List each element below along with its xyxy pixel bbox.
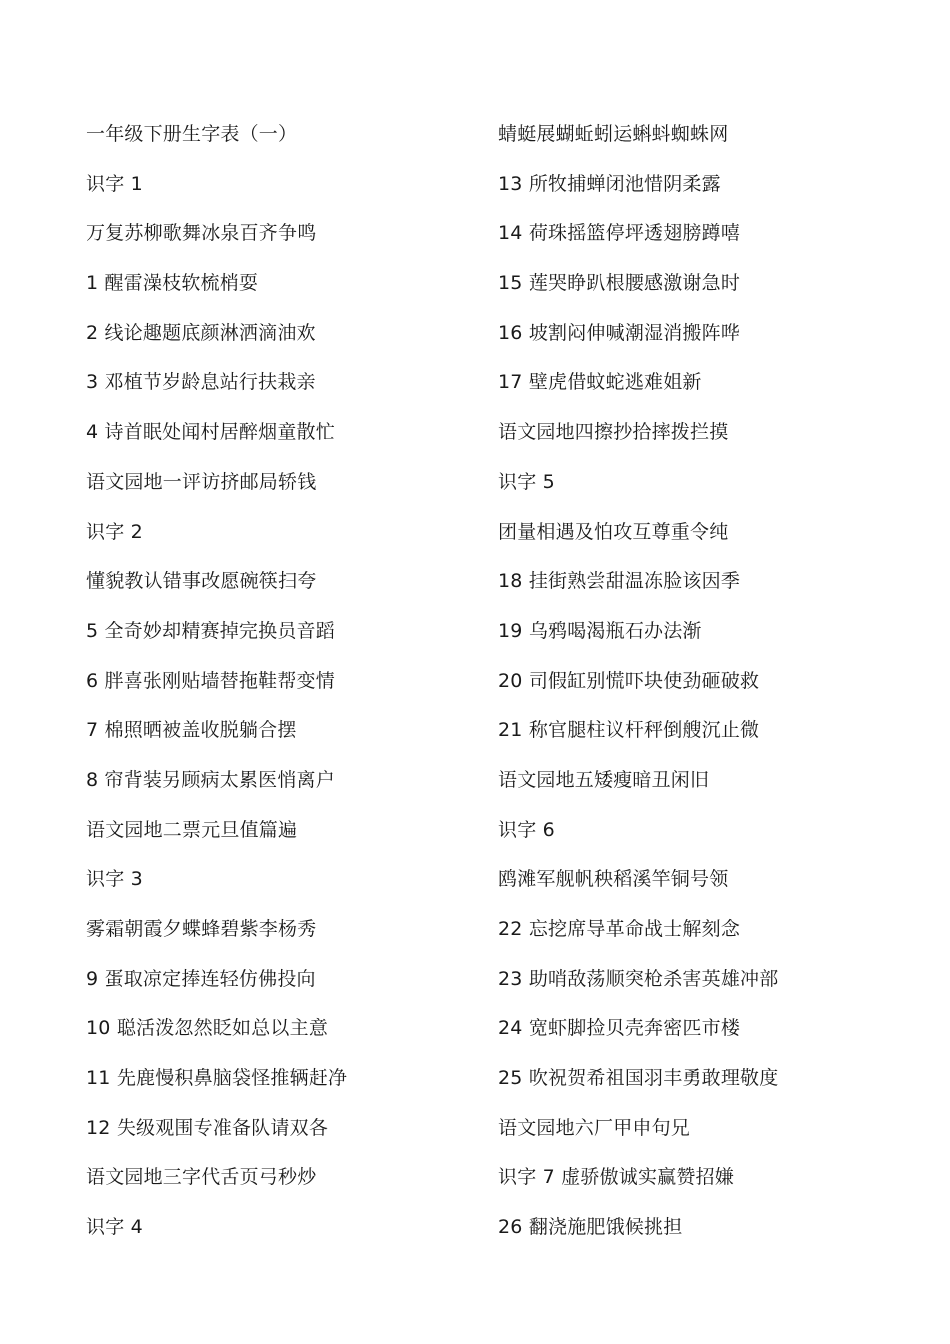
character-row: 15 莲哭睁趴根腰感激谢急时	[498, 272, 741, 295]
character-row: 语文园地一评访挤邮局轿钱	[86, 470, 317, 493]
character-row: 11 先鹿慢积鼻脑袋怪推辆赶净	[86, 1067, 348, 1090]
character-row: 13 所牧捕蝉闭池惜阴柔露	[498, 172, 721, 195]
character-row: 语文园地六厂甲申句兄	[498, 1116, 691, 1139]
character-row: 20 司假缸别慌吓块使劲砸破救	[498, 669, 760, 692]
character-row: 26 翻浇施肥饿候挑担	[498, 1216, 683, 1239]
character-row: 24 宽虾脚捡贝壳奔密匹市楼	[498, 1017, 741, 1040]
page-title: 一年级下册生字表（一）	[86, 123, 298, 145]
section-heading: 识字 3	[86, 868, 143, 891]
character-row: 5 全奇妙却精赛掉完换员音蹈	[86, 619, 335, 642]
character-row: 12 失级观围专准备队请双各	[86, 1116, 329, 1139]
character-row: 万复苏柳歌舞冰泉百齐争鸣	[86, 222, 317, 245]
character-row: 17 壁虎借蚊蛇逃难姐新	[498, 371, 702, 394]
character-row: 语文园地五矮瘦暗丑闲旧	[498, 768, 710, 791]
character-row: 10 聪活泼忽然眨如总以主意	[86, 1017, 329, 1040]
character-row: 团量相遇及怕攻互尊重令纯	[498, 520, 729, 543]
character-row: 语文园地二票元旦值篇遍	[86, 818, 298, 841]
character-row: 语文园地三字代舌页弓秒炒	[86, 1166, 317, 1189]
character-row: 6 胖喜张刚贴墙替拖鞋帮变情	[86, 669, 335, 692]
character-row: 懂貌教认错事改愿碗筷扫夸	[86, 570, 317, 593]
character-row: 7 棉照晒被盖收脱躺合摆	[86, 719, 297, 742]
character-row: 识字 7 虚骄傲诚实赢赞招嫌	[498, 1166, 734, 1189]
character-row: 3 邓植节岁龄息站行扶栽亲	[86, 371, 316, 394]
character-row: 23 助哨敌荡顺突枪杀害英雄冲部	[498, 967, 779, 990]
section-heading: 识字 2	[86, 520, 143, 543]
character-row: 21 称官腿柱议杆秤倒艘沉止微	[498, 719, 760, 742]
character-row: 9 蛋取凉定捧连轻仿佛投向	[86, 967, 316, 990]
character-row: 语文园地四擦抄拾摔拨拦摸	[498, 421, 729, 444]
character-row: 1 醒雷澡枝软梳梢耍	[86, 272, 259, 295]
character-row: 4 诗首眠处闻村居醉烟童散忙	[86, 421, 335, 444]
character-row: 鸥滩军舰帆秧稻溪竿铜号领	[498, 868, 729, 891]
left-column	[86, 120, 476, 1263]
section-heading: 识字 1	[86, 172, 143, 195]
character-row: 雾霜朝霞夕蝶蜂碧紫李杨秀	[86, 918, 317, 940]
character-row: 8 帘背装另顾病太累医悄离户	[86, 768, 335, 791]
character-row: 25 吹祝贺希祖国羽丰勇敢理敬度	[498, 1067, 779, 1090]
character-row: 22 忘挖席导革命战士解刻念	[498, 918, 741, 940]
character-row: 19 乌鸦喝渴瓶石办法渐	[498, 619, 702, 642]
character-row: 16 坡割闷伸喊潮湿消搬阵哗	[498, 321, 741, 344]
section-heading: 识字 4	[86, 1216, 143, 1239]
section-heading: 识字 6	[498, 818, 555, 841]
character-row: 蜻蜓展蝴蚯蚓运蝌蚪蜘蛛网	[498, 123, 729, 145]
right-column	[498, 120, 918, 1263]
character-row: 2 线论趣题底颜淋洒滴油欢	[86, 321, 316, 344]
section-heading: 识字 5	[498, 470, 555, 493]
character-row: 14 荷珠摇篮停坪透翅膀蹲嘻	[498, 222, 741, 245]
character-row: 18 挂街熟尝甜温冻脸该因季	[498, 570, 741, 593]
